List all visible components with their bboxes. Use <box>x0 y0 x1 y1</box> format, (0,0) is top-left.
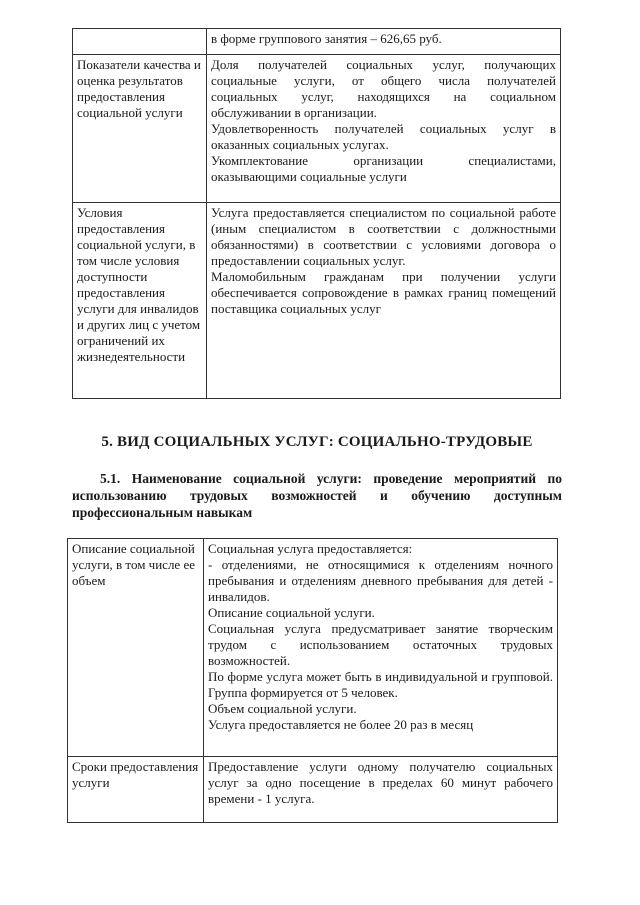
cell-paragraph: Услуга предоставляется не более 20 раз в месяц <box>208 717 474 732</box>
cell-paragraph: Маломобильным гражданам при получении услуги обеспечивается сопровождение в рамках границ помещений поставщика социальных услуг <box>211 269 556 316</box>
cell-paragraph: По форме услуга может быть в индивидуальной и групповой. Группа формируется от 5 человек. <box>208 669 553 700</box>
row-value-cell <box>207 203 561 399</box>
cell-paragraph: Укомплектование организации специалистами, оказывающими социальные услуги <box>211 153 556 184</box>
table-row <box>73 55 561 203</box>
cell-paragraph: в форме группового занятия – 626,65 руб. <box>211 31 442 46</box>
table-row <box>73 29 561 55</box>
row-label-cell: Условия предоставления социальной услуги, в том числе условия доступности предоставления услуги для инвалидов и других лиц с учетом ограничений их жизнедеятельности <box>73 203 207 399</box>
cell-paragraph: - отделениями, не относящимися к отделениям ночного пребывания и отделениям дневного пребывания для детей - инвалидов. <box>208 557 553 604</box>
row-label-cell <box>73 29 207 55</box>
cell-paragraph: Доля получателей социальных услуг, получающих социальные услуги, от общего числа получателей социальных услуг, находящихся на социальном обслуживании в организации. <box>211 57 556 120</box>
table-row <box>68 757 558 823</box>
row-value-cell <box>204 539 558 757</box>
row-value-cell <box>204 757 558 823</box>
cell-paragraph: Объем социальной услуги. <box>208 701 357 716</box>
cell-paragraph: Удовлетворенность получателей социальных услуг в оказанных социальных услугах. <box>211 121 556 152</box>
row-label-cell: Показатели качества и оценка результатов предоставления социальной услуги <box>73 55 207 203</box>
row-value-cell <box>207 55 561 203</box>
section-heading: 5. ВИД СОЦИАЛЬНЫХ УСЛУГ: СОЦИАЛЬНО-ТРУДОВЫЕ <box>101 434 533 450</box>
subsection-heading: 5.1. Наименование социальной услуги: проведение мероприятий по использованию трудовых возможностей и обучению доступным профессиональным навыкам <box>72 471 562 520</box>
table-row <box>73 203 561 399</box>
cell-paragraph: Описание социальной услуги. <box>208 605 375 620</box>
service-table-continued <box>72 28 561 399</box>
cell-paragraph: Предоставление услуги одному получателю социальных услуг за одно посещение в пределах 60 минут рабочего времени - 1 услуга. <box>208 759 553 806</box>
cell-paragraph: Социальная услуга предоставляется: <box>208 541 413 556</box>
table-row <box>68 539 558 757</box>
row-label-cell: Описание социальной услуги, в том числе ее объем <box>68 539 204 757</box>
row-label-cell: Сроки предоставления услуги <box>68 757 204 823</box>
cell-paragraph: Услуга предоставляется специалистом по социальной работе (иным специалистом в соответствии с должностными обязанностями) в соответствии с условиями договора о предоставлении социальных услуг. <box>211 205 556 268</box>
cell-paragraph: Социальная услуга предусматривает занятие творческим трудом с использованием остаточных трудовых возможностей. <box>208 621 553 668</box>
row-value-cell <box>207 29 561 55</box>
service-description-table <box>67 538 558 823</box>
